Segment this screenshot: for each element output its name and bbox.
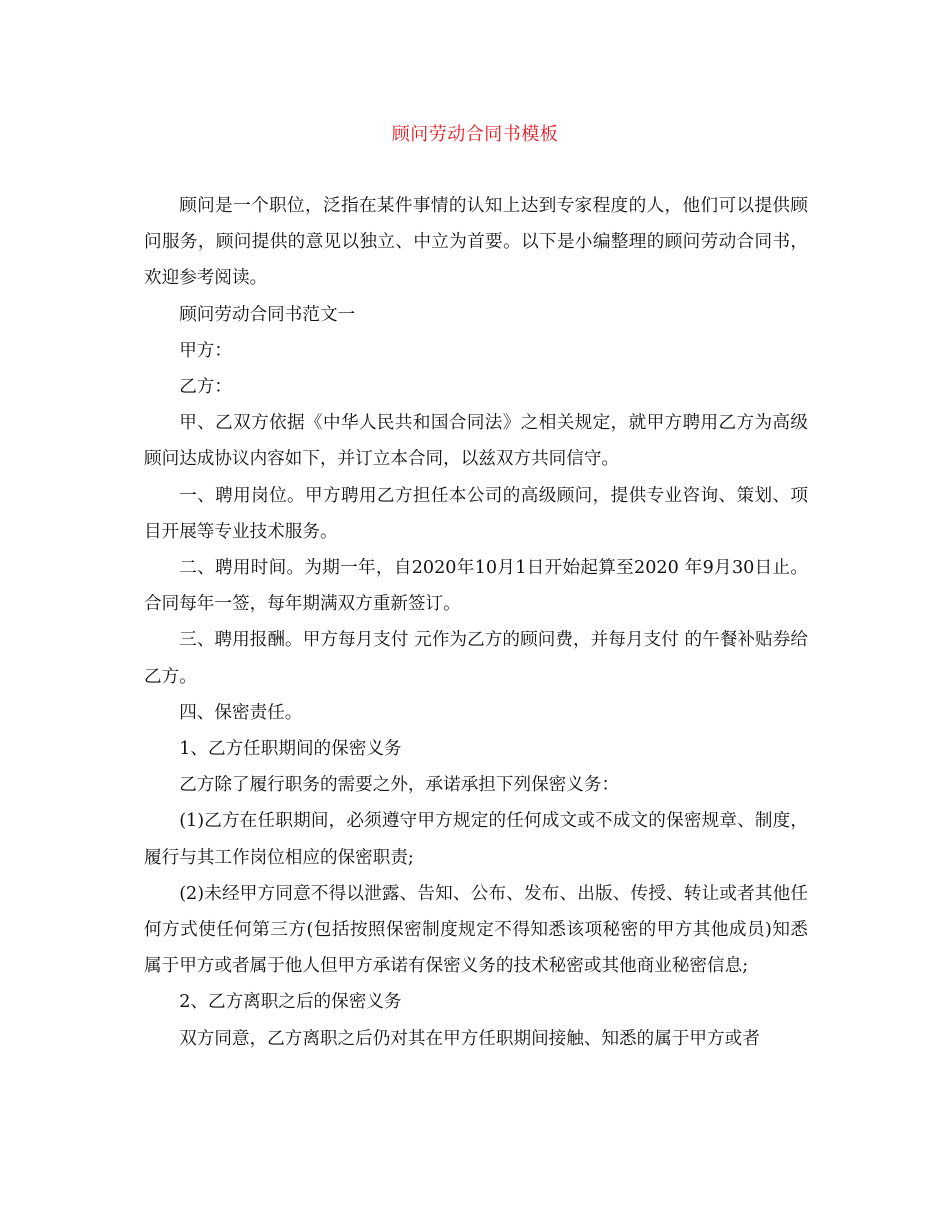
paragraph-confidentiality-heading: 四、保密责任。 xyxy=(179,702,303,723)
paragraph-sample-heading: 顾问劳动合同书范文一 xyxy=(179,304,356,325)
paragraph-position: 一、聘用岗位。甲方聘用乙方担任本公司的高级顾问，提供专业咨询、策划、项目开展等专业技术服务。 xyxy=(144,485,808,542)
paragraph-party-a: 甲方： xyxy=(179,340,232,361)
paragraph-after-employment: 双方同意，乙方离职之后仍对其在甲方任职期间接触、知悉的属于甲方或者 xyxy=(179,1028,760,1049)
paragraph-remuneration: 三、聘用报酬。甲方每月支付 元作为乙方的顾问费，并每月支付 的午餐补贴券给乙方。 xyxy=(144,630,808,687)
paragraph-party-b: 乙方： xyxy=(179,377,232,398)
paragraph-intro: 顾问是一个职位，泛指在某件事情的认知上达到专家程度的人，他们可以提供顾问服务，顾问提供的意见以独立、中立为首要。以下是小编整理的顾问劳动合同书，欢迎参考阅读。 xyxy=(144,196,808,289)
paragraph-obligation-2: (2)未经甲方同意不得以泄露、告知、公布、发布、出版、传授、转让或者其他任何方式使任何第三方(包括按照保密制度规定不得知悉该项秘密的甲方其他成员)知悉属于甲方或者属于他人但甲方承诺有保密义务的技术秘密或其他商业秘密信息; xyxy=(144,883,808,977)
paragraph-after-employment-heading: 2、乙方离职之后的保密义务 xyxy=(179,992,402,1013)
document-title: 顾问劳动合同书模板 xyxy=(391,124,559,145)
document-body xyxy=(144,188,808,1057)
paragraph-during-employment-heading: 1、乙方任职期间的保密义务 xyxy=(179,739,402,760)
paragraph-obligations-intro: 乙方除了履行职务的需要之外，承诺承担下列保密义务： xyxy=(179,775,620,796)
paragraph-obligation-1: (1)乙方在任职期间，必须遵守甲方规定的任何成文或不成文的保密规章、制度，履行与其工作岗位相应的保密职责; xyxy=(144,811,808,868)
paragraph-preamble: 甲、乙双方依据《中华人民共和国合同法》之相关规定，就甲方聘用乙方为高级顾问达成协议内容如下，并订立本合同，以兹双方共同信守。 xyxy=(144,413,808,470)
paragraph-term: 二、聘用时间。为期一年，自2020年10月1日开始起算至2020 年9月30日止。合同每年一签，每年期满双方重新签订。 xyxy=(144,558,808,615)
